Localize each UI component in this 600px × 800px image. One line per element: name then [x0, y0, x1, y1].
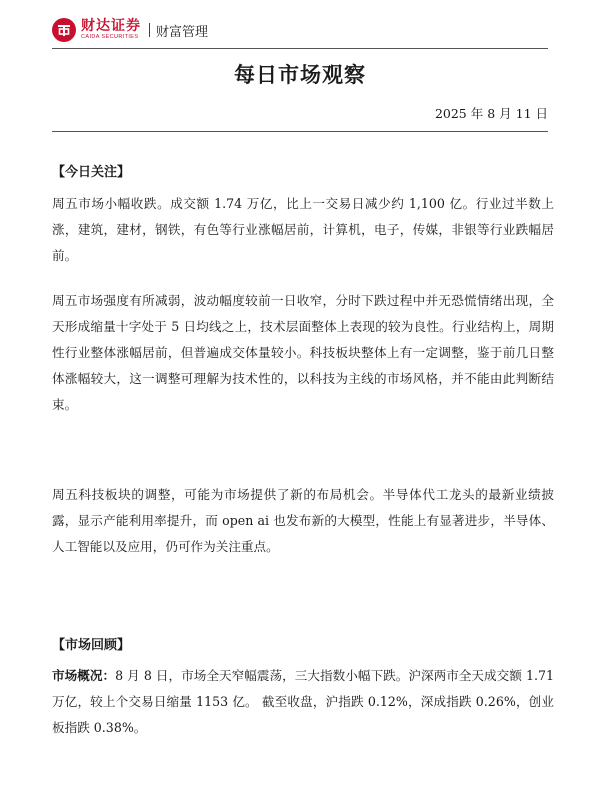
header-subtitle: 财富管理 — [156, 24, 209, 40]
section-heading-focus: 【今日关注】 — [52, 165, 131, 180]
logo-wordmark — [81, 19, 141, 41]
focus-paragraph-2: 周五市场强度有所减弱，波动幅度较前一日收窄，分时下跌过程中并无恐慌情绪出现，全天形成缩量十字处于 5 日均线之上，技术层面整体上表现的较为良性。行业结构上，周期性行业整体涨幅居前，但普遍成交体量较小。科技板块整体上有一定调整，鉴于前几日整体涨幅较大，这一调整可理解为技术性的，以科技为主线的市场风格，并不能由此判断结束。 — [52, 293, 554, 412]
logo-name: 财达证券 — [81, 18, 141, 35]
review-lead-label: 市场概况： — [52, 668, 116, 683]
page-title: 每日市场观察 — [234, 63, 366, 87]
brand-logo — [52, 14, 548, 46]
logo-english: CAIDA SECURITIES — [81, 34, 139, 41]
focus-paragraph-1: 周五市场小幅收跌。成交额 1.74 万亿，比上一交易日减少约 1,100 亿。行业过半数上涨，建筑，建材，钢铁，有色等行业涨幅居前，计算机，电子，传媒，非银等行业跌幅居前。 — [52, 196, 554, 263]
review-paragraph — [52, 663, 554, 741]
logo-divider — [149, 23, 150, 37]
header-divider — [52, 48, 548, 49]
focus-paragraph-3: 周五科技板块的调整，可能为市场提供了新的布局机会。半导体代工龙头的最新业绩披露，显示产能利用率提升，而 open ai 也发布新的大模型，性能上有显著进步，半导体、人工智能以及应用，仍可作为关注重点。 — [52, 487, 554, 554]
page-header — [52, 14, 548, 50]
caida-logo-icon — [52, 18, 76, 42]
review-text: 8 月 8 日，市场全天窄幅震荡，三大指数小幅下跌。沪深两市全天成交额 1.71 万亿，较上个交易日缩量 1153 亿。 截至收盘，沪指跌 0.12%，深成指跌 0.26%，创业板指跌 0.38%。 — [52, 668, 554, 735]
section-heading-review: 【市场回顾】 — [52, 638, 131, 653]
title-divider — [52, 131, 548, 132]
report-date: 2025 年 8 月 11 日 — [434, 106, 548, 121]
